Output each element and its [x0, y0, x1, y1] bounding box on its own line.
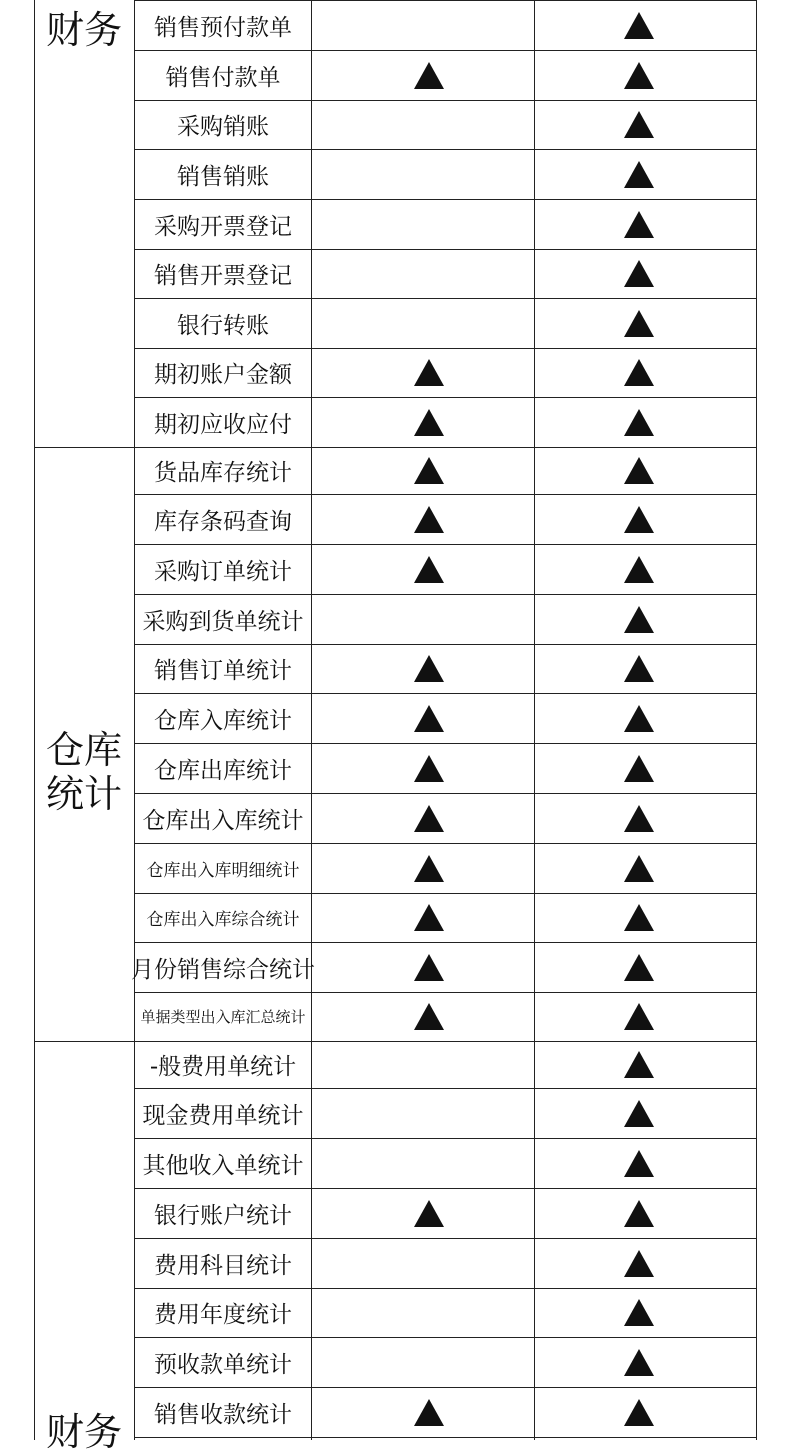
section-category-label: 财务	[45, 1410, 122, 1454]
col1-triangle-icon	[414, 409, 444, 436]
col2-triangle-icon	[624, 655, 654, 682]
row-label: 销售预付款单	[154, 14, 292, 41]
col2-triangle-icon	[624, 161, 654, 188]
col1-triangle-icon	[414, 457, 444, 484]
row-label: 货品库存统计	[154, 460, 292, 486]
row-label: 仓库出入库明细统计	[146, 860, 300, 881]
row-label: 现金费用单统计	[142, 1102, 304, 1129]
row-label: 其他收入单统计	[142, 1152, 304, 1179]
section-category-label: 仓库 统计	[45, 728, 122, 816]
col2-triangle-icon	[624, 1100, 654, 1127]
col2-triangle-icon	[624, 359, 654, 386]
col1-triangle-icon	[414, 1399, 444, 1426]
row-label: 仓库出入库综合统计	[146, 910, 300, 930]
row-label: 银行账户统计	[154, 1202, 292, 1229]
col2-triangle-icon	[624, 1299, 654, 1326]
row-label: 采购销账	[177, 114, 269, 140]
col1-triangle-icon	[414, 655, 444, 682]
column-divider	[534, 0, 535, 1440]
section-category-label: 财务	[45, 8, 122, 52]
col1-triangle-icon	[414, 855, 444, 882]
col2-triangle-icon	[624, 409, 654, 436]
col1-triangle-icon	[414, 506, 444, 533]
col2-triangle-icon	[624, 1200, 654, 1227]
col2-triangle-icon	[624, 755, 654, 782]
row-label: 费用科目统计	[154, 1252, 292, 1279]
col2-triangle-icon	[624, 260, 654, 287]
col1-triangle-icon	[414, 705, 444, 732]
row-label: 销售付款单	[165, 64, 281, 91]
col1-triangle-icon	[414, 1003, 444, 1030]
row-label: 销售收款统计	[154, 1401, 292, 1428]
row-label: 仓库出入库统计	[142, 807, 304, 834]
col1-triangle-icon	[414, 359, 444, 386]
row-label: 仓库入库统计	[154, 707, 292, 734]
col2-triangle-icon	[624, 855, 654, 882]
table-border-right	[756, 0, 757, 1440]
row-label: 销售订单统计	[154, 658, 292, 684]
col2-triangle-icon	[624, 556, 654, 583]
col2-triangle-icon	[624, 705, 654, 732]
col1-triangle-icon	[414, 556, 444, 583]
col2-triangle-icon	[624, 606, 654, 633]
row-label: 采购订单统计	[154, 558, 292, 585]
col2-triangle-icon	[624, 1250, 654, 1277]
col2-triangle-icon	[624, 1399, 654, 1426]
col1-triangle-icon	[414, 1200, 444, 1227]
col2-triangle-icon	[624, 904, 654, 931]
col2-triangle-icon	[624, 954, 654, 981]
col1-triangle-icon	[414, 62, 444, 89]
col2-triangle-icon	[624, 805, 654, 832]
col2-triangle-icon	[624, 12, 654, 39]
col2-triangle-icon	[624, 1051, 654, 1078]
row-label: 单据类型出入库汇总统计	[140, 1008, 306, 1026]
col2-triangle-icon	[624, 62, 654, 89]
row-label: 库存条码查询	[154, 508, 292, 535]
col1-triangle-icon	[414, 954, 444, 981]
row-label: 销售销账	[177, 163, 269, 190]
col2-triangle-icon	[624, 111, 654, 138]
col2-triangle-icon	[624, 506, 654, 533]
row-label: 月份销售综合统计	[131, 956, 315, 983]
row-label: 期初账户金额	[154, 362, 292, 388]
row-label: -般费用单统计	[149, 1054, 297, 1080]
row-divider	[134, 1437, 757, 1438]
table-border-left	[34, 0, 35, 1440]
row-label: 采购到货单统计	[142, 608, 304, 635]
row-label: 采购开票登记	[154, 213, 292, 240]
col2-triangle-icon	[624, 1150, 654, 1177]
col2-triangle-icon	[624, 1003, 654, 1030]
row-label: 仓库出库统计	[154, 757, 292, 784]
col2-triangle-icon	[624, 457, 654, 484]
col2-triangle-icon	[624, 1349, 654, 1376]
col1-triangle-icon	[414, 805, 444, 832]
row-label: 预收款单统计	[154, 1351, 292, 1378]
row-label: 销售开票登记	[154, 263, 292, 289]
col2-triangle-icon	[624, 310, 654, 337]
row-label: 期初应收应付	[154, 411, 292, 438]
row-label: 银行转账	[177, 312, 269, 339]
row-label: 费用年度统计	[154, 1302, 292, 1328]
col1-triangle-icon	[414, 755, 444, 782]
col1-triangle-icon	[414, 904, 444, 931]
col2-triangle-icon	[624, 211, 654, 238]
